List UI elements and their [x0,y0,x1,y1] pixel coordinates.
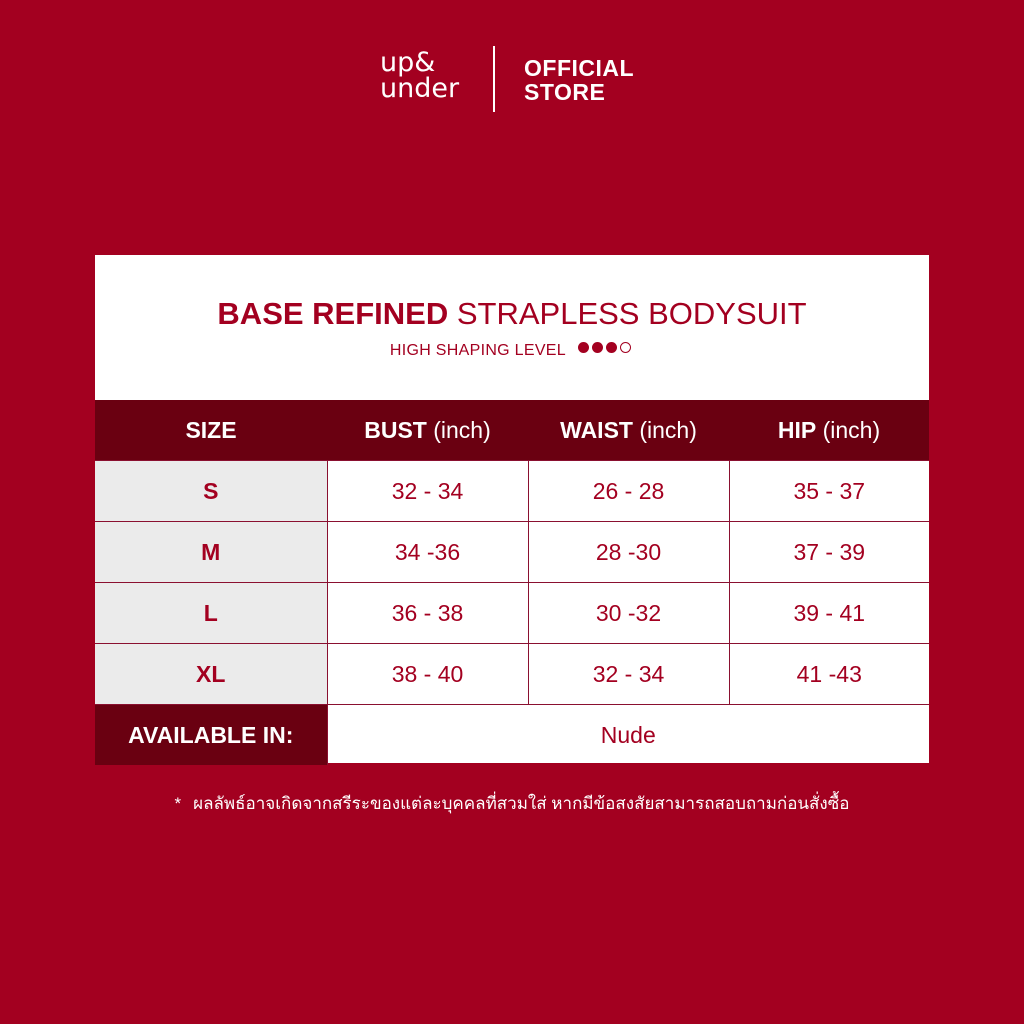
brand-logo [380,47,460,104]
waist-cell: 28 -30 [528,522,729,583]
product-title-regular: STRAPLESS BODYSUIT [456,296,807,331]
available-row [95,705,929,766]
table-row [95,461,929,522]
hip-cell: 35 - 37 [729,461,929,522]
table-row [95,583,929,644]
size-table [95,400,929,765]
size-cell: XL [95,644,327,705]
header-size [95,400,327,461]
shaping-level-indicator [578,339,634,359]
card-header [95,255,929,400]
header-hip-label: HIP [777,416,817,443]
header-hip [729,400,929,461]
brand-header [0,46,1024,116]
header-size-label: SIZE [185,416,237,443]
official-store-label [524,56,634,104]
header-bust-unit: (inch) [433,416,491,443]
shaping-level [95,341,929,361]
logo-line-2: under [380,73,460,104]
hip-cell: 37 - 39 [729,522,929,583]
bust-cell: 36 - 38 [327,583,528,644]
header-hip-unit: (inch) [822,416,881,443]
header-bust-label: BUST [364,416,427,443]
hip-cell: 39 - 41 [729,583,929,644]
header-waist [528,400,729,461]
bust-cell: 32 - 34 [327,461,528,522]
official-line-2: STORE [524,79,606,105]
shaping-dot-filled-icon [578,342,589,353]
footnote-text: ผลลัพธ์อาจเกิดจากสรีระของแต่ละบุคคลที่สวมใส่ หากมีข้อสงสัยสามารถสอบถามก่อนสั่งซื้อ [193,794,850,813]
bust-cell: 34 -36 [327,522,528,583]
shaping-dot-empty-icon [620,342,631,353]
footnote [0,792,1024,816]
logo-line-1: up& [380,47,436,78]
size-cell: M [95,522,327,583]
shaping-level-label: HIGH SHAPING LEVEL [389,342,566,359]
table-row [95,644,929,705]
header-bust [327,400,528,461]
available-value: Nude [327,705,929,766]
hip-cell: 41 -43 [729,644,929,705]
size-cell: L [95,583,327,644]
product-title-bold: BASE REFINED [217,296,449,331]
size-cell: S [95,461,327,522]
waist-cell: 32 - 34 [528,644,729,705]
footnote-asterisk: * [174,794,182,813]
available-label: AVAILABLE IN: [95,705,327,766]
table-header-row [95,400,929,461]
bust-cell: 38 - 40 [327,644,528,705]
logo-divider [493,46,495,112]
waist-cell: 26 - 28 [528,461,729,522]
size-chart-card [95,255,929,763]
shaping-dot-filled-icon [606,342,617,353]
official-line-1: OFFICIAL [524,55,635,81]
table-row [95,522,929,583]
header-waist-unit: (inch) [639,416,697,443]
waist-cell: 30 -32 [528,583,729,644]
product-title [95,297,929,331]
shaping-dot-filled-icon [592,342,603,353]
header-waist-label: WAIST [560,416,633,443]
